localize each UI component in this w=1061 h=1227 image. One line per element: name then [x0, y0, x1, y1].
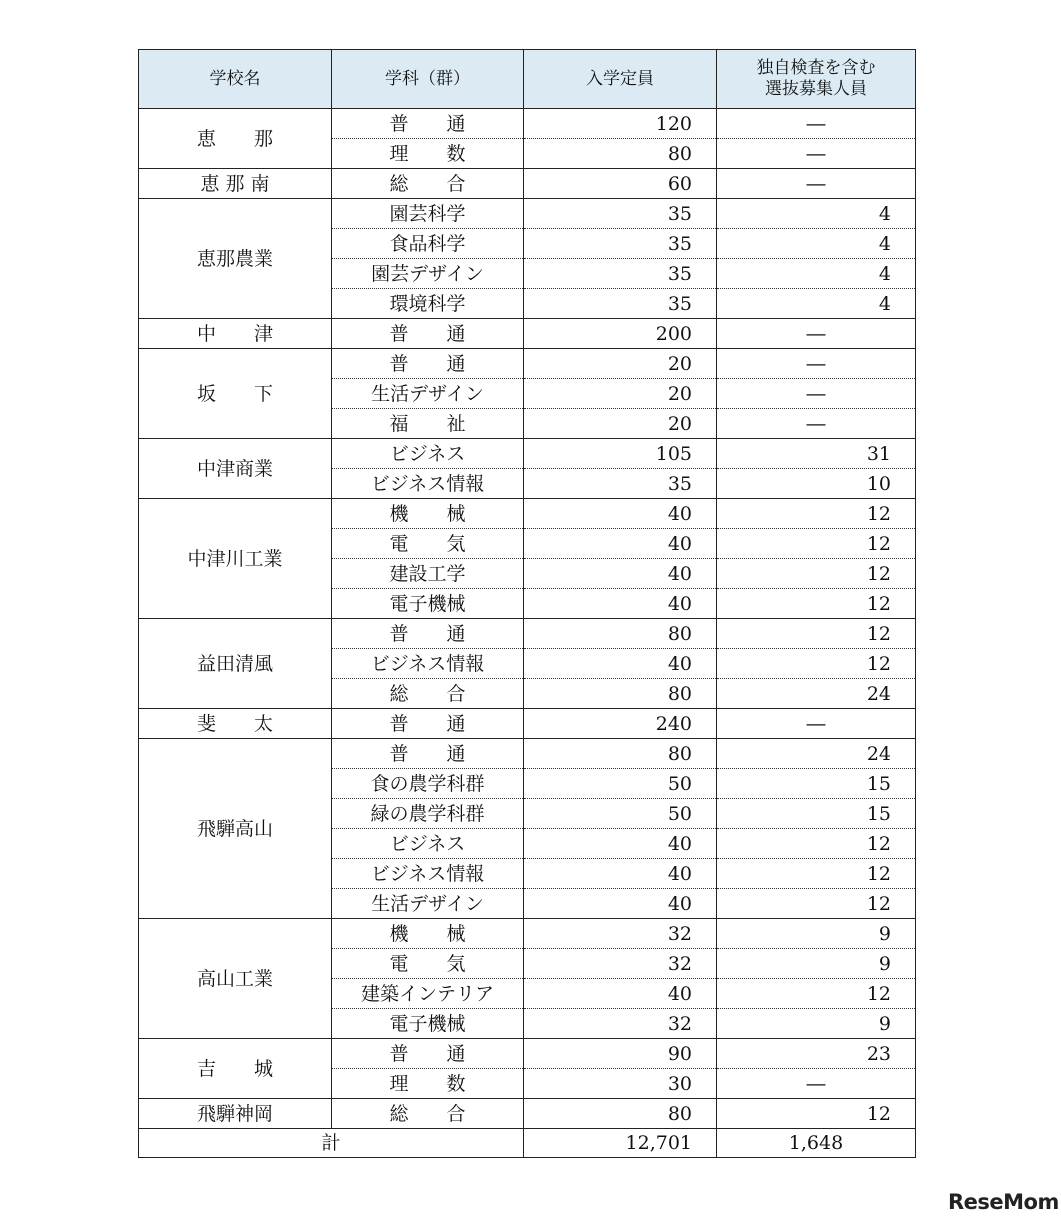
total-label: 計 [139, 1129, 524, 1158]
table-row [139, 199, 916, 229]
department-name: 総 合 [332, 1099, 524, 1129]
department-name: 建築インテリア [332, 979, 524, 1009]
capacity-value: 80 [524, 679, 717, 709]
capacity-value: 35 [524, 469, 717, 499]
selection-value: 12 [717, 559, 916, 589]
selection-value: ― [717, 1069, 916, 1099]
department-name: 電子機械 [332, 589, 524, 619]
department-name: 普 通 [332, 739, 524, 769]
capacity-value: 40 [524, 529, 717, 559]
selection-value: 31 [717, 439, 916, 469]
department-name: 園芸科学 [332, 199, 524, 229]
school-name: 恵 那 南 [139, 169, 332, 199]
selection-value: 24 [717, 679, 916, 709]
selection-value: 12 [717, 619, 916, 649]
selection-value: ― [717, 319, 916, 349]
header-capacity: 入学定員 [524, 50, 717, 109]
capacity-value: 20 [524, 349, 717, 379]
selection-value: 12 [717, 589, 916, 619]
capacity-value: 80 [524, 139, 717, 169]
selection-value: 9 [717, 919, 916, 949]
table-row [139, 619, 916, 649]
selection-value: 9 [717, 1009, 916, 1039]
department-name: ビジネス情報 [332, 859, 524, 889]
school-name: 益田清風 [139, 619, 332, 709]
selection-value: 12 [717, 649, 916, 679]
capacity-value: 35 [524, 229, 717, 259]
school-name: 恵 那 [139, 109, 332, 169]
selection-value: 23 [717, 1039, 916, 1069]
department-name: 福 祉 [332, 409, 524, 439]
header-department: 学科（群） [332, 50, 524, 109]
capacity-value: 40 [524, 649, 717, 679]
capacity-value: 80 [524, 1099, 717, 1129]
selection-value: 12 [717, 529, 916, 559]
department-name: 普 通 [332, 619, 524, 649]
school-name: 中 津 [139, 319, 332, 349]
capacity-value: 80 [524, 619, 717, 649]
selection-value: 4 [717, 259, 916, 289]
selection-value: 15 [717, 799, 916, 829]
department-name: 機 械 [332, 499, 524, 529]
selection-value: ― [717, 379, 916, 409]
capacity-value: 120 [524, 109, 717, 139]
department-name: ビジネス [332, 439, 524, 469]
table-body [139, 109, 916, 1129]
department-name: 総 合 [332, 679, 524, 709]
selection-value: ― [717, 409, 916, 439]
selection-value: 4 [717, 229, 916, 259]
capacity-value: 40 [524, 859, 717, 889]
capacity-value: 40 [524, 589, 717, 619]
resemom-logo: ReseMom [948, 1190, 1059, 1214]
capacity-value: 240 [524, 709, 717, 739]
capacity-value: 32 [524, 919, 717, 949]
department-name: 理 数 [332, 139, 524, 169]
school-name: 中津川工業 [139, 499, 332, 619]
table-row [139, 499, 916, 529]
table-row [139, 109, 916, 139]
school-name: 高山工業 [139, 919, 332, 1039]
table-row [139, 349, 916, 379]
selection-value: 12 [717, 859, 916, 889]
table-row [139, 1099, 916, 1129]
school-name: 坂 下 [139, 349, 332, 439]
department-name: 電子機械 [332, 1009, 524, 1039]
selection-value: 12 [717, 889, 916, 919]
capacity-value: 200 [524, 319, 717, 349]
capacity-value: 80 [524, 739, 717, 769]
department-name: 建設工学 [332, 559, 524, 589]
school-name: 吉 城 [139, 1039, 332, 1099]
department-name: 普 通 [332, 349, 524, 379]
capacity-value: 32 [524, 1009, 717, 1039]
admissions-table [138, 49, 916, 1158]
selection-value: ― [717, 109, 916, 139]
capacity-value: 40 [524, 559, 717, 589]
school-name: 飛騨高山 [139, 739, 332, 919]
table-row [139, 319, 916, 349]
capacity-value: 60 [524, 169, 717, 199]
department-name: 普 通 [332, 109, 524, 139]
department-name: ビジネス情報 [332, 469, 524, 499]
department-name: 食の農学科群 [332, 769, 524, 799]
department-name: 普 通 [332, 709, 524, 739]
school-name: 中津商業 [139, 439, 332, 499]
school-name: 飛騨神岡 [139, 1099, 332, 1129]
selection-value: 4 [717, 199, 916, 229]
table-row [139, 1039, 916, 1069]
capacity-value: 40 [524, 829, 717, 859]
department-name: 電 気 [332, 949, 524, 979]
total-row [139, 1129, 916, 1158]
department-name: 電 気 [332, 529, 524, 559]
total-selection: 1,648 [717, 1129, 916, 1158]
department-name: 機 械 [332, 919, 524, 949]
capacity-value: 35 [524, 289, 717, 319]
department-name: ビジネス [332, 829, 524, 859]
selection-value: 24 [717, 739, 916, 769]
total-capacity: 12,701 [524, 1129, 717, 1158]
capacity-value: 20 [524, 379, 717, 409]
selection-value: 10 [717, 469, 916, 499]
selection-value: 12 [717, 499, 916, 529]
school-name: 斐 太 [139, 709, 332, 739]
table-row [139, 709, 916, 739]
department-name: 総 合 [332, 169, 524, 199]
department-name: 生活デザイン [332, 379, 524, 409]
department-name: 環境科学 [332, 289, 524, 319]
capacity-value: 90 [524, 1039, 717, 1069]
department-name: 普 通 [332, 1039, 524, 1069]
capacity-value: 30 [524, 1069, 717, 1099]
selection-value: ― [717, 709, 916, 739]
selection-value: 4 [717, 289, 916, 319]
capacity-value: 50 [524, 799, 717, 829]
capacity-value: 50 [524, 769, 717, 799]
header-selection: 独自検査を含む 選抜募集人員 [717, 50, 916, 109]
department-name: 園芸デザイン [332, 259, 524, 289]
capacity-value: 35 [524, 199, 717, 229]
department-name: 生活デザイン [332, 889, 524, 919]
selection-value: ― [717, 169, 916, 199]
capacity-value: 105 [524, 439, 717, 469]
department-name: 普 通 [332, 319, 524, 349]
department-name: 理 数 [332, 1069, 524, 1099]
selection-value: 12 [717, 979, 916, 1009]
selection-value: ― [717, 139, 916, 169]
selection-value: 12 [717, 1099, 916, 1129]
selection-value: 12 [717, 829, 916, 859]
header-school: 学校名 [139, 50, 332, 109]
table-row [139, 169, 916, 199]
selection-value: 9 [717, 949, 916, 979]
capacity-value: 40 [524, 499, 717, 529]
department-name: ビジネス情報 [332, 649, 524, 679]
selection-value: ― [717, 349, 916, 379]
selection-value: 15 [717, 769, 916, 799]
table-row [139, 919, 916, 949]
school-name: 恵那農業 [139, 199, 332, 319]
capacity-value: 20 [524, 409, 717, 439]
table-row [139, 739, 916, 769]
capacity-value: 35 [524, 259, 717, 289]
capacity-value: 32 [524, 949, 717, 979]
department-name: 緑の農学科群 [332, 799, 524, 829]
header-row [139, 50, 916, 109]
capacity-value: 40 [524, 979, 717, 1009]
capacity-value: 40 [524, 889, 717, 919]
department-name: 食品科学 [332, 229, 524, 259]
table-row [139, 439, 916, 469]
